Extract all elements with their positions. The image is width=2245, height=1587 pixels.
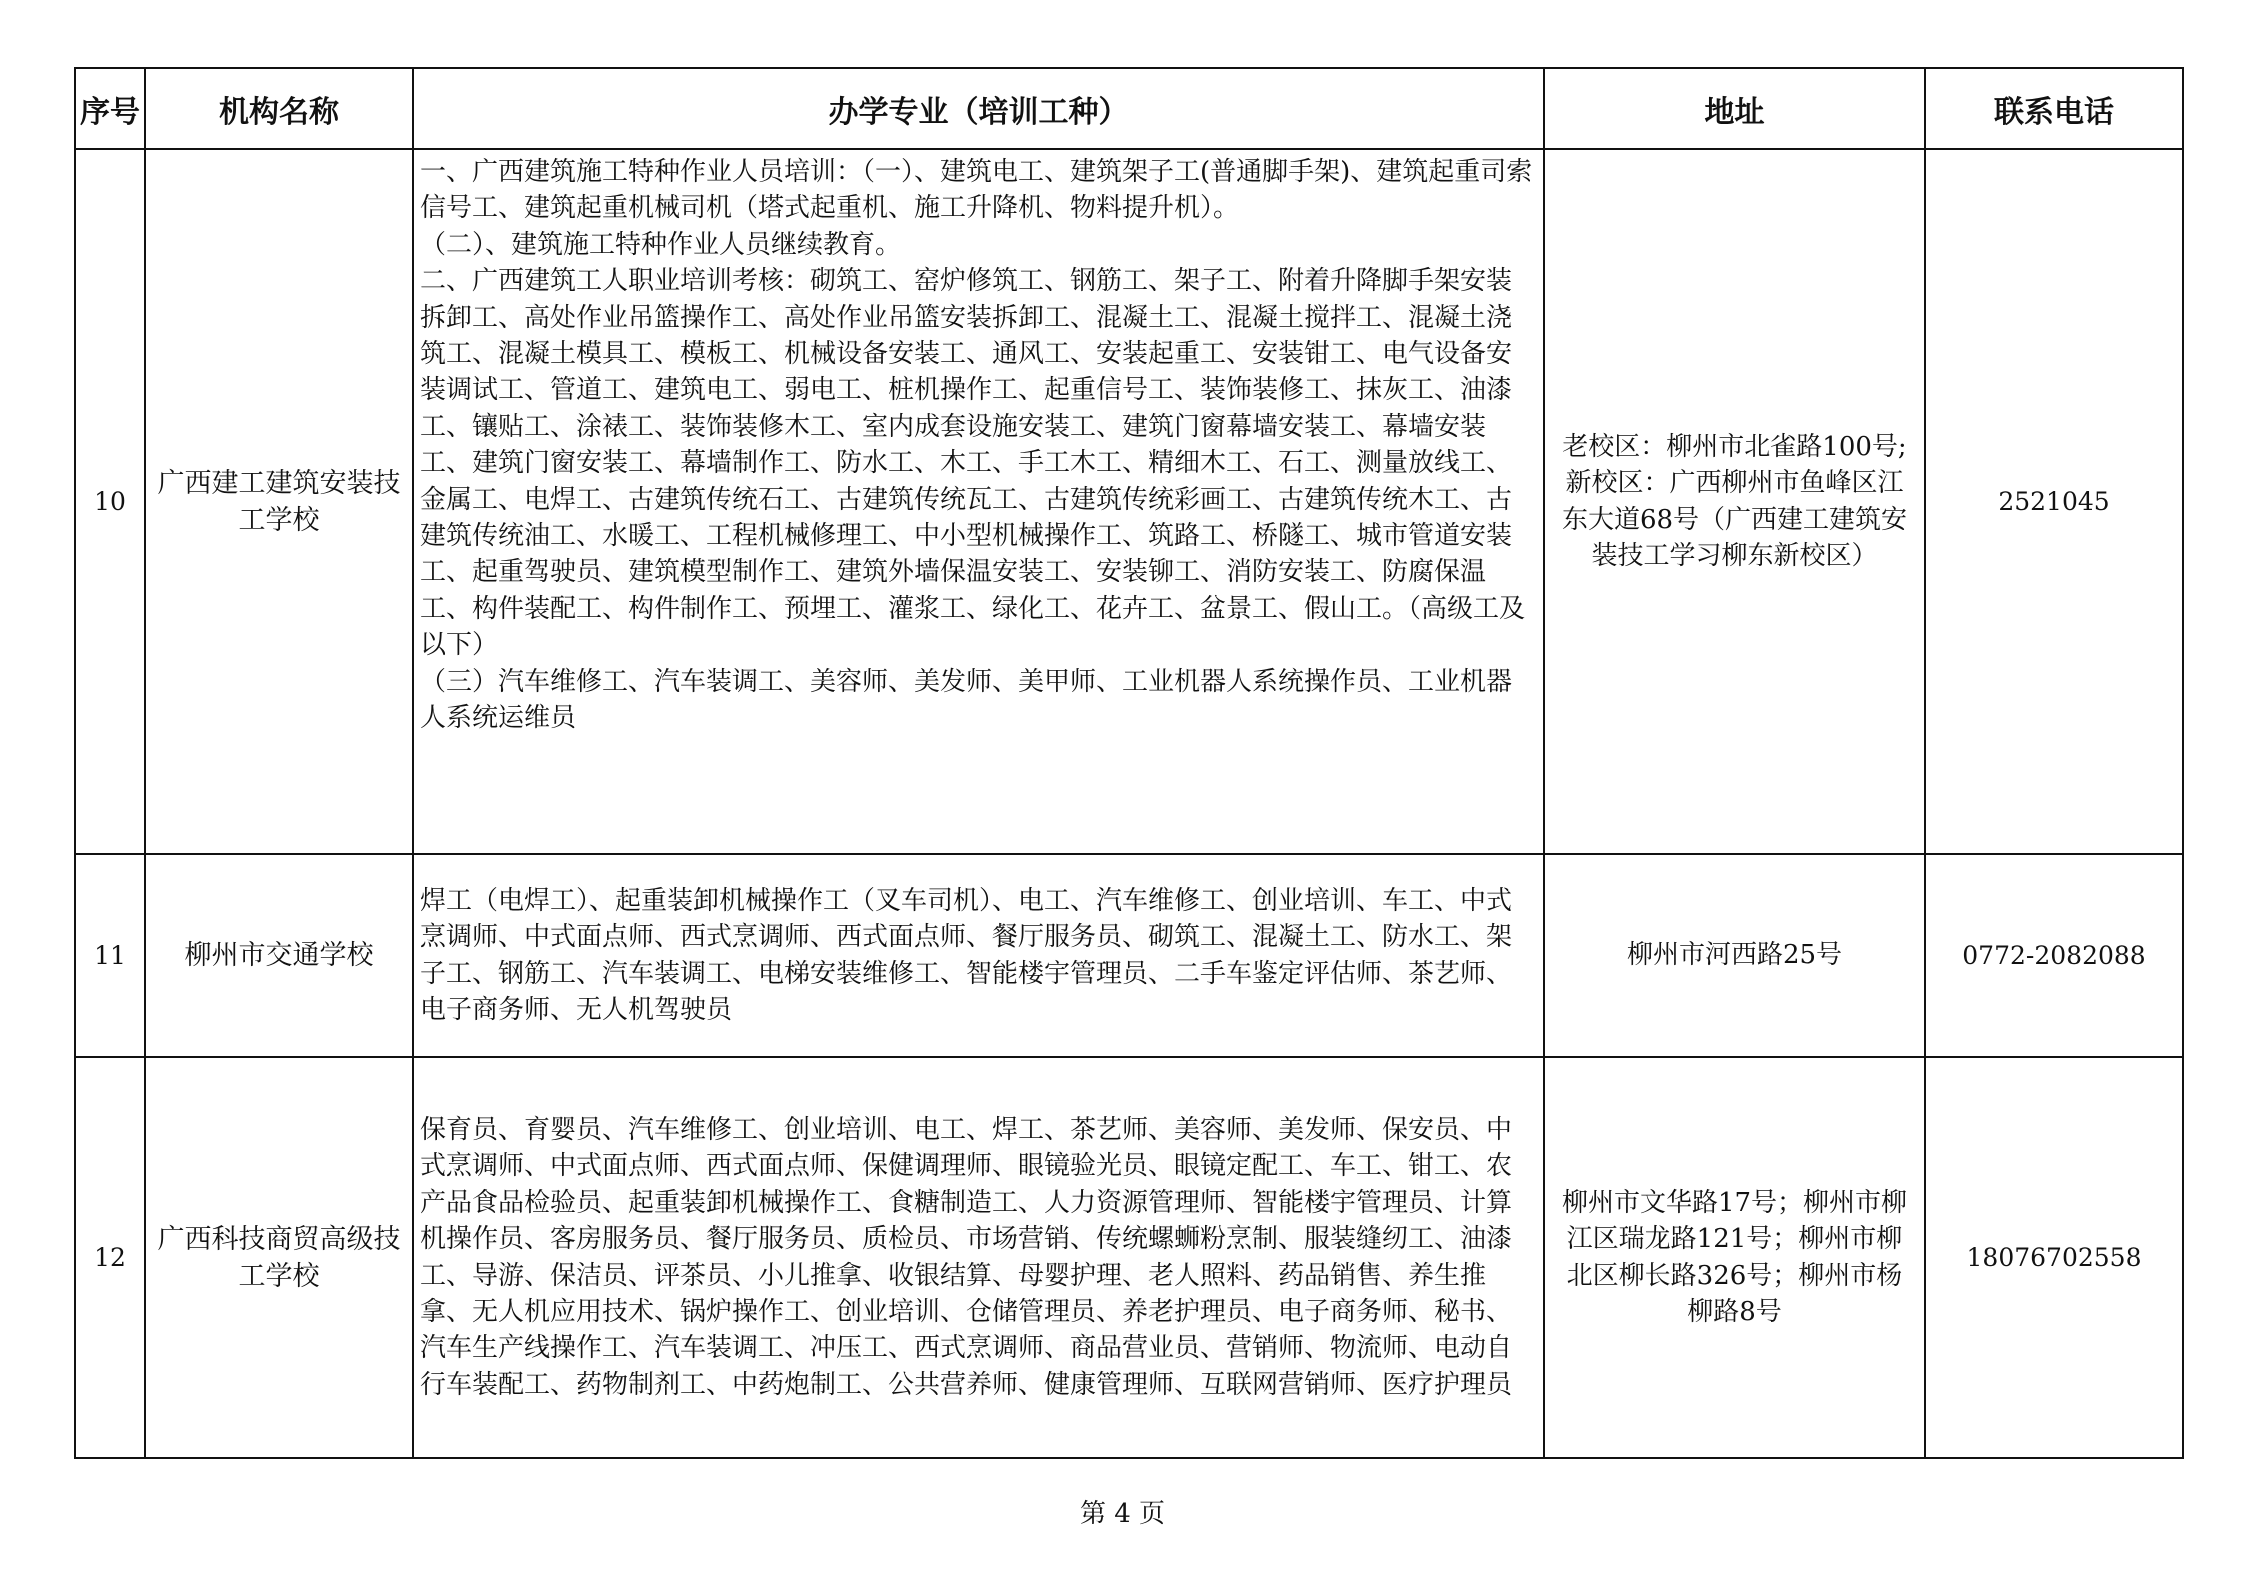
row-num: 11: [75, 854, 145, 1057]
row-name: 柳州市交通学校: [145, 854, 413, 1057]
row-address: 老校区：柳州市北雀路100号;新校区：广西柳州市鱼峰区江东大道68号（广西建工建筑安装技工学习柳东新校区）: [1544, 149, 1925, 854]
row-name: 广西科技商贸高级技工学校: [145, 1057, 413, 1458]
row-spec: 焊工（电焊工）、起重装卸机械操作工（叉车司机）、电工、汽车维修工、创业培训、车工、中式烹调师、中式面点师、西式烹调师、西式面点师、餐厅服务员、砌筑工、混凝土工、防水工、架子工、钢筋工、汽车装调工、电梯安装维修工、智能楼宇管理员、二手车鉴定评估师、茶艺师、电子商务师、无人机驾驶员: [413, 854, 1544, 1057]
table-header-row: [75, 68, 2183, 149]
row-spec: 保育员、育婴员、汽车维修工、创业培训、电工、焊工、茶艺师、美容师、美发师、保安员、中式烹调师、中式面点师、西式面点师、保健调理师、眼镜验光员、眼镜定配工、车工、钳工、农产品食品检验员、起重装卸机械操作工、食糖制造工、人力资源管理师、智能楼宇管理员、计算机操作员、客房服务员、餐厅服务员、质检员、市场营销、传统螺蛳粉烹制、服装缝纫工、油漆工、导游、保洁员、评茶员、小儿推拿、收银结算、母婴护理、老人照料、药品销售、养生推拿、无人机应用技术、锅炉操作工、创业培训、仓储管理员、养老护理员、电子商务师、秘书、汽车生产线操作工、汽车装调工、冲压工、西式烹调师、商品营业员、营销师、物流师、电动自行车装配工、药物制剂工、中药炮制工、公共营养师、健康管理师、互联网营销师、医疗护理员: [413, 1057, 1544, 1458]
row-phone: 18076702558: [1925, 1057, 2183, 1458]
table-row: [75, 854, 2183, 1057]
row-phone: 2521045: [1925, 149, 2183, 854]
page-number: 第 4 页: [1079, 1499, 1166, 1529]
row-phone: 0772-2082088: [1925, 854, 2183, 1057]
row-address: 柳州市文华路17号；柳州市柳江区瑞龙路121号；柳州市柳北区柳长路326号；柳州市杨柳路8号: [1544, 1057, 1925, 1458]
header-name: 机构名称: [145, 68, 413, 149]
row-spec: 一、广西建筑施工特种作业人员培训：（一）、建筑电工、建筑架子工(普通脚手架)、建筑起重司索信号工、建筑起重机械司机（塔式起重机、施工升降机、物料提升机）。 （二）、建筑施工特种作业人员继续教育。 二、广西建筑工人职业培训考核：砌筑工、窑炉修筑工、钢筋工、架子工、附着升降脚手架安装拆卸工、高处作业吊篮操作工、高处作业吊篮安装拆卸工、混凝土工、混凝土搅拌工、混凝土浇筑工、混凝土模具工、模板工、机械设备安装工、通风工、安装起重工、安装钳工、电气设备安装调试工、管道工、建筑电工、弱电工、桩机操作工、起重信号工、装饰装修工、抹灰工、油漆工、镶贴工、涂裱工、装饰装修木工、室内成套设施安装工、建筑门窗幕墙安装工、幕墙安装工、建筑门窗安装工、幕墙制作工、防水工、木工、手工木工、精细木工、石工、测量放线工、金属工、电焊工、古建筑传统石工、古建筑传统瓦工、古建筑传统彩画工、古建筑传统木工、古建筑传统油工、水暖工、工程机械修理工、中小型机械操作工、筑路工、桥隧工、城市管道安装工、起重驾驶员、建筑模型制作工、建筑外墙保温安装工、安装铆工、消防安装工、防腐保温工、构件装配工、构件制作工、预埋工、灌浆工、绿化工、花卉工、盆景工、假山工。（高级工及以下） （三）汽车维修工、汽车装调工、美容师、美发师、美甲师、工业机器人系统操作员、工业机器人系统运维员: [413, 149, 1544, 854]
table-row: [75, 1057, 2183, 1458]
header-phone: 联系电话: [1925, 68, 2183, 149]
institution-table: [74, 67, 2184, 1459]
header-address: 地址: [1544, 68, 1925, 149]
row-num: 12: [75, 1057, 145, 1458]
header-spec: 办学专业（培训工种）: [413, 68, 1544, 149]
row-address: 柳州市河西路25号: [1544, 854, 1925, 1057]
row-name: 广西建工建筑安装技工学校: [145, 149, 413, 854]
header-num: 序号: [75, 68, 145, 149]
table-row: [75, 149, 2183, 854]
row-num: 10: [75, 149, 145, 854]
